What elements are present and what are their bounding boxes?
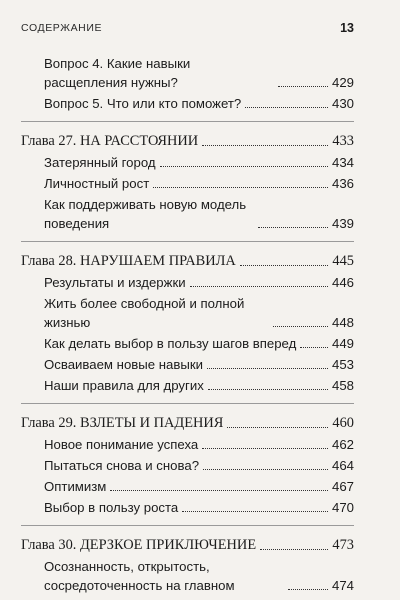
page-number: 13	[340, 21, 354, 35]
toc-entry-page: 449	[331, 336, 354, 351]
toc-entry[interactable]	[21, 153, 354, 172]
toc-entry-page: 453	[331, 357, 354, 372]
toc-entry-title: Затерянный город	[44, 155, 156, 170]
divider	[21, 241, 354, 242]
toc-entry[interactable]	[21, 435, 354, 454]
toc-entry-question-5[interactable]	[21, 94, 354, 113]
toc-entry-title: Жить более свободной и полной жизнью	[44, 296, 245, 330]
toc-entry[interactable]	[21, 456, 354, 475]
toc-entry-title: Осознанность, открытость, сосредоточенность на главном	[44, 559, 235, 593]
toc-entry[interactable]	[21, 498, 354, 517]
dot-leader	[207, 368, 328, 369]
chapter-title: Глава 30. ДЕРЗКОЕ ПРИКЛЮЧЕНИЕ	[21, 537, 257, 553]
dot-leader	[208, 389, 328, 390]
toc-entry[interactable]	[21, 174, 354, 193]
toc-entry-title: Как поддерживать новую модель поведения	[44, 197, 247, 231]
divider	[21, 525, 354, 526]
toc-entry-page: 446	[331, 275, 354, 290]
chapter-page: 460	[332, 415, 354, 431]
toc-entry-title: Пытаться снова и снова?	[44, 458, 200, 473]
toc-entry-title: Как делать выбор в пользу шагов вперед	[44, 336, 297, 351]
toc-chapter-28[interactable]	[21, 251, 354, 271]
toc-entry-title: Оптимизм	[44, 479, 107, 494]
toc-entry-title: Вопрос 5. Что или кто поможет?	[44, 96, 242, 111]
toc-entry-title: Личностный рост	[44, 176, 150, 191]
chapter-page: 445	[332, 253, 354, 269]
toc-chapter-29[interactable]	[21, 413, 354, 433]
chapter-title: Глава 28. НАРУШАЕМ ПРАВИЛА	[21, 253, 236, 269]
toc-chapter-27[interactable]	[21, 131, 354, 151]
chapter-title: Глава 29. ВЗЛЕТЫ И ПАДЕНИЯ	[21, 415, 224, 431]
dot-leader	[245, 107, 328, 108]
toc-entry-page: 474	[331, 578, 354, 593]
dot-leader	[227, 427, 328, 428]
toc-entry[interactable]	[21, 334, 354, 353]
page-header	[21, 22, 354, 38]
toc-entry-page: 467	[331, 479, 354, 494]
toc-entry-page: 458	[331, 378, 354, 393]
toc-entry-page: 439	[331, 216, 354, 231]
dot-leader	[182, 511, 328, 512]
dot-leader	[288, 589, 328, 590]
toc-entry-title: Осваиваем новые навыки	[44, 357, 204, 372]
dot-leader	[258, 227, 328, 228]
toc-entry-page: 448	[331, 315, 354, 330]
chapter-page: 433	[332, 133, 354, 149]
dot-leader	[300, 347, 328, 348]
dot-leader	[202, 145, 328, 146]
toc-entry[interactable]	[21, 195, 354, 233]
divider	[21, 403, 354, 404]
toc-entry-page: 429	[331, 75, 354, 90]
toc-entry-page: 464	[331, 458, 354, 473]
toc-entry-title: Выбор в пользу роста	[44, 500, 179, 515]
toc-entry-page: 434	[331, 155, 354, 170]
toc-entry[interactable]	[21, 273, 354, 292]
dot-leader	[153, 187, 328, 188]
dot-leader	[278, 86, 328, 87]
toc-entry-page: 430	[331, 96, 354, 111]
toc-entry[interactable]	[21, 376, 354, 395]
toc-entry[interactable]	[21, 477, 354, 496]
toc-entry[interactable]	[21, 557, 354, 595]
toc-entry-question-4[interactable]	[21, 54, 354, 92]
toc-entry[interactable]	[21, 355, 354, 374]
toc-entry-page: 470	[331, 500, 354, 515]
toc-entry-title: Новое понимание успеха	[44, 437, 199, 452]
dot-leader	[260, 549, 328, 550]
dot-leader	[203, 469, 328, 470]
chapter-page: 473	[332, 537, 354, 553]
toc-entry-page: 436	[331, 176, 354, 191]
toc-entry-title: Вопрос 4. Какие навыки расщепления нужны?	[44, 56, 191, 90]
chapter-title: Глава 27. НА РАССТОЯНИИ	[21, 133, 199, 149]
toc-entry-title: Наши правила для других	[44, 378, 204, 393]
dot-leader	[202, 448, 328, 449]
dot-leader	[240, 265, 329, 266]
toc-entry-title: Результаты и издержки	[44, 275, 186, 290]
dot-leader	[273, 326, 328, 327]
dot-leader	[110, 490, 328, 491]
dot-leader	[190, 286, 328, 287]
toc-chapter-30[interactable]	[21, 535, 354, 555]
table-of-contents	[21, 54, 354, 597]
running-head: СОДЕРЖАНИЕ	[21, 22, 103, 34]
toc-entry-page: 462	[331, 437, 354, 452]
dot-leader	[160, 166, 328, 167]
toc-entry[interactable]	[21, 294, 354, 332]
divider	[21, 121, 354, 122]
